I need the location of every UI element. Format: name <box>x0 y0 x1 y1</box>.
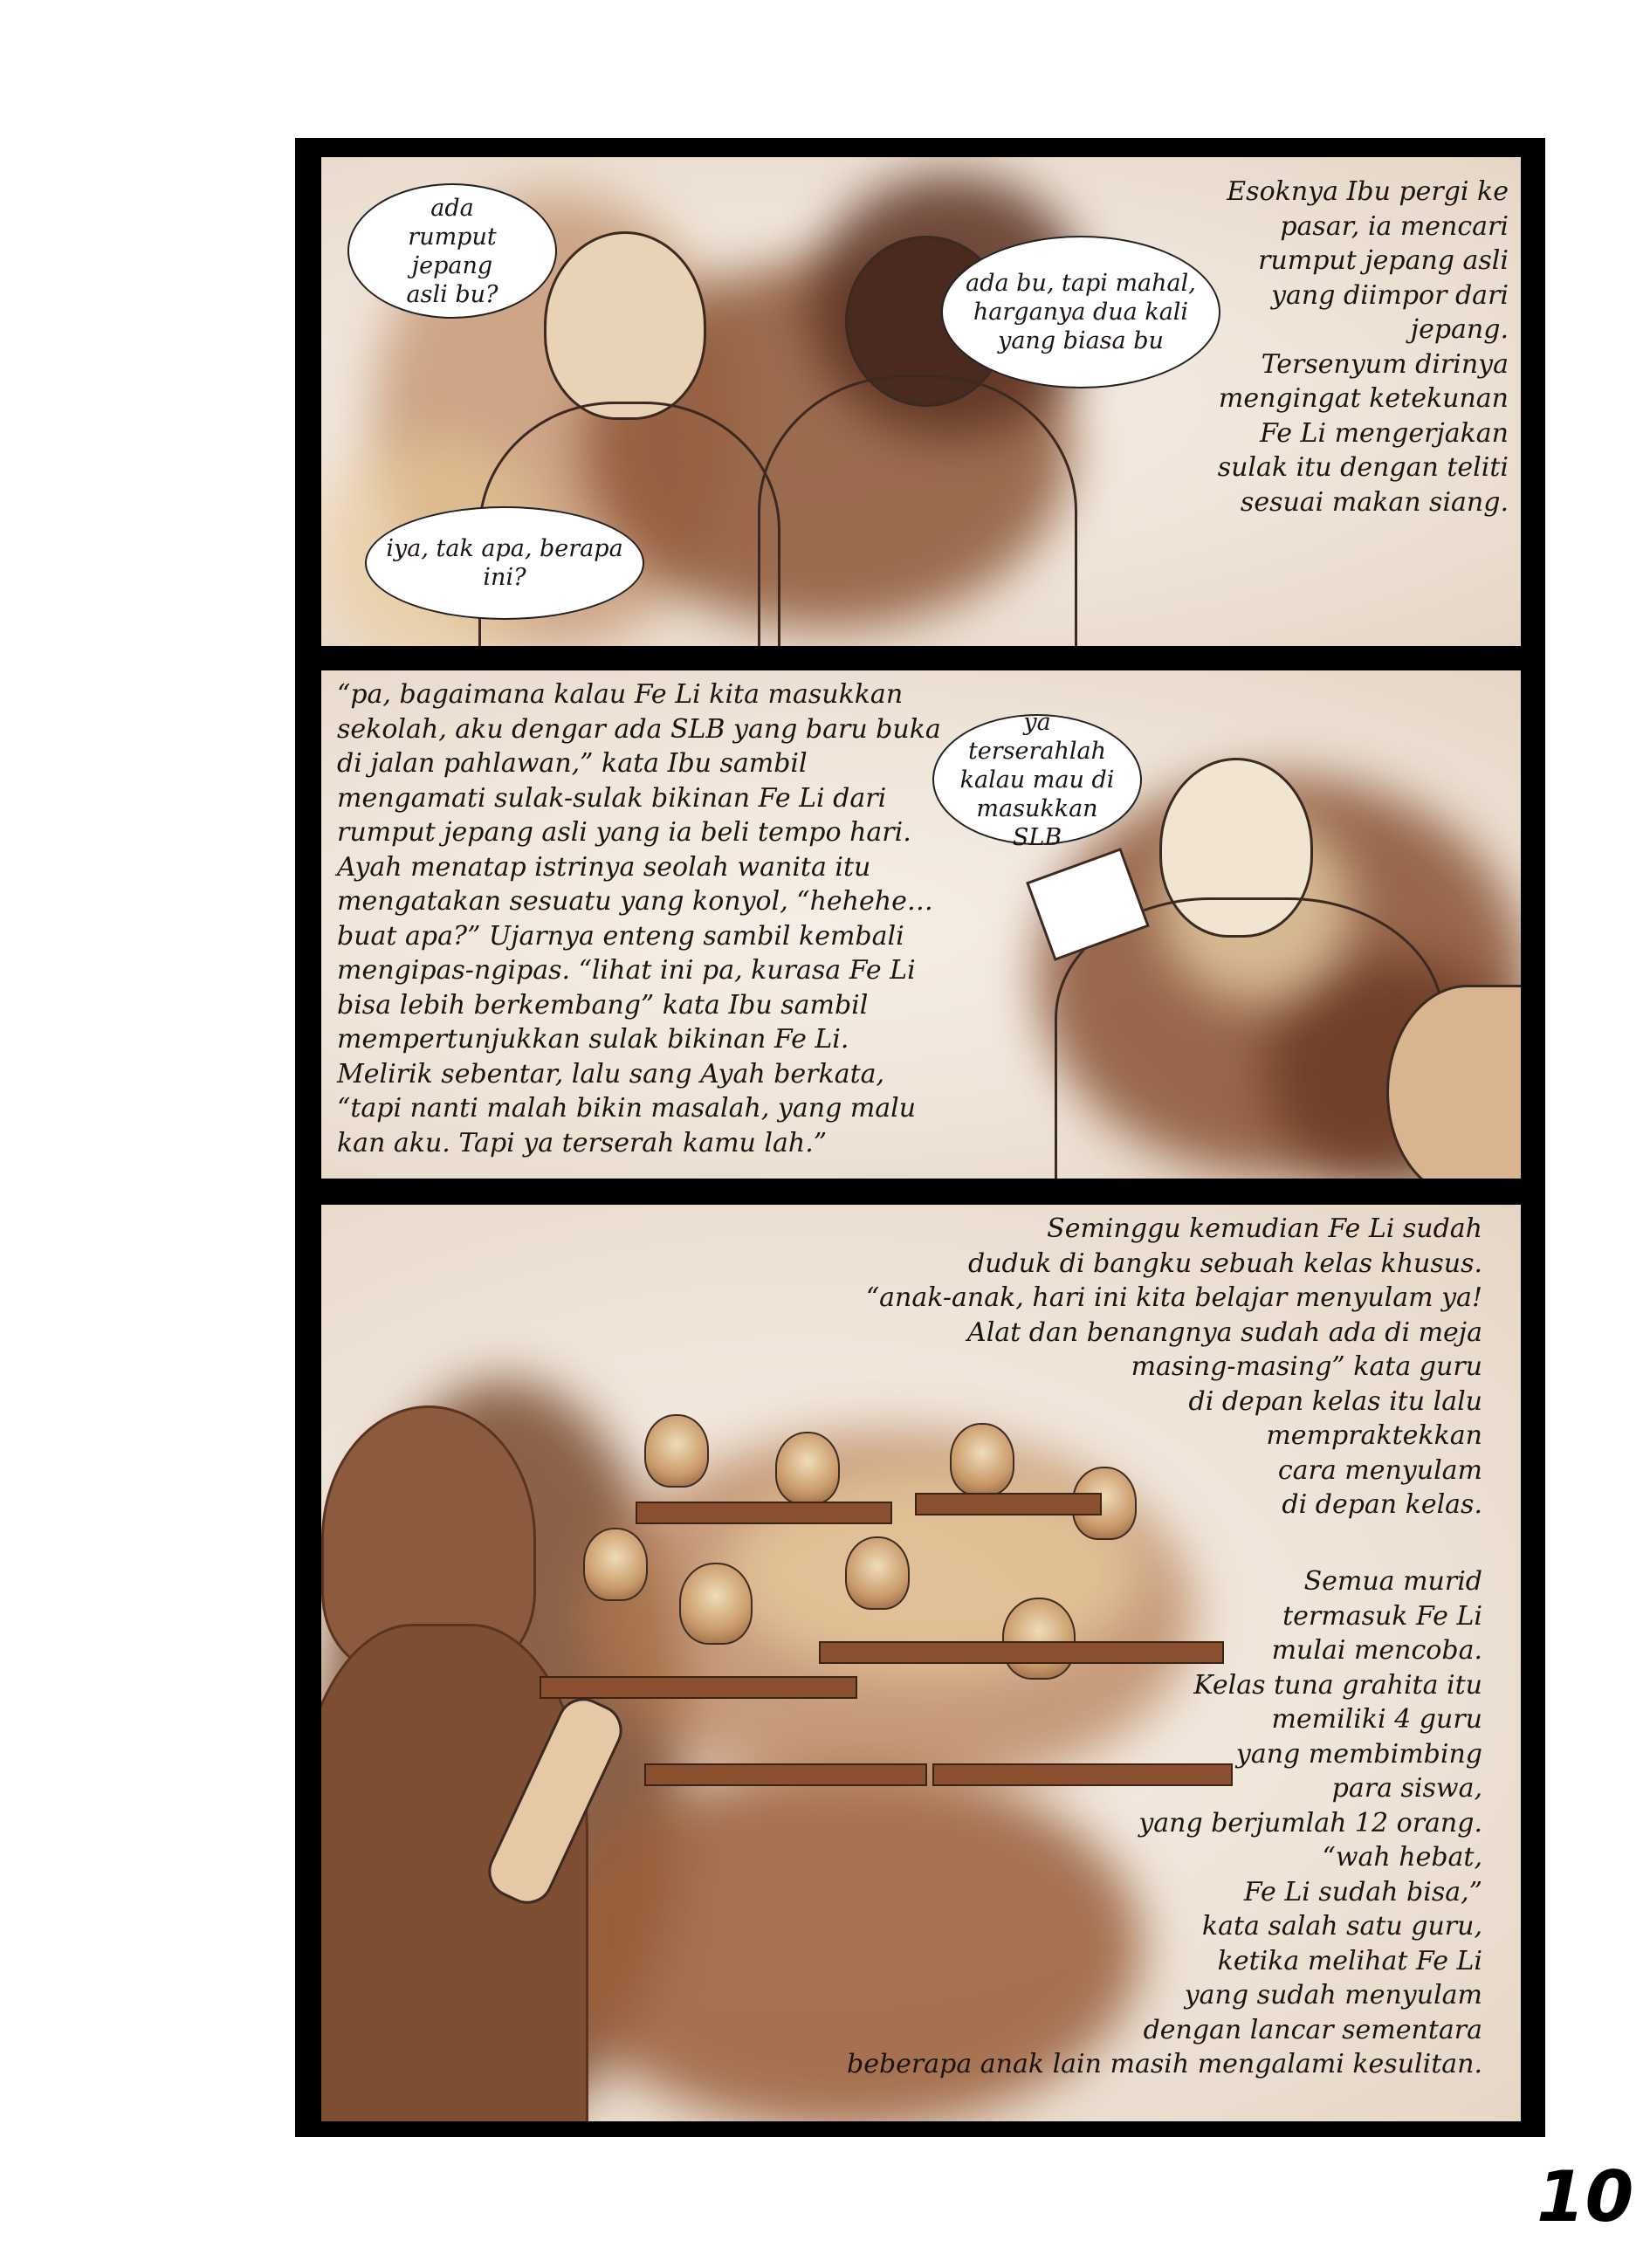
student <box>583 1528 648 1601</box>
student <box>644 1414 709 1488</box>
narration-discussion: “pa, bagaimana kalau Fe Li kita masukkan sekolah, aku dengar ada SLB yang baru buka di jalan pahlawan,” kata Ibu sambil mengamati sulak-sulak bikinan Fe Li dari rumput jepang asli yang ia beli tempo hari. Ayah menatap istrinya seolah wanita itu mengatakan sesuatu yang konyol, “hehehe… buat apa?” Ujarnya enteng sambil kembali mengipas-ngipas. “lihat ini pa, kurasa Fe Li bisa lebih berkembang” kata Ibu sambil mempertunjukkan sulak bikinan Fe Li. Melirik sebentar, lalu sang Ayah berkata, “tapi nanti malah bikin masalah, yang malu kan aku. Tapi ya terserah kamu lah.” <box>337 679 941 1158</box>
panel-market <box>321 157 1521 646</box>
narration-classroom-intro: Seminggu kemudian Fe Li sudah duduk di bangku sebuah kelas khusus. “anak-anak, hari ini kita belajar menyulam ya! Alat dan benangnya sudah ada di meja masing-masing” kata guru di depan kelas itu lalu mempraktekkan cara menyulam di depan kelas. <box>865 1213 1482 1520</box>
narration-classroom-practice: Semua murid termasuk Fe Li mulai mencoba. Kelas tuna grahita itu memiliki 4 guru yang membimbing para siswa, yang berjumlah 12 orang. “wah hebat, Fe Li sudah bisa,” kata salah satu guru, ketika melihat Fe Li yang sudah menyulam dengan lancar sementara beberapa anak lain masih mengalami kesulitan. <box>847 1566 1482 2079</box>
narration-market: Esoknya Ibu pergi ke pasar, ia mencari rumput jepang asli yang diimpor dari jepang. Tersenyum dirinya mengingat ketekunan Fe Li mengerjakan sulak itu dengan teliti sesuai makan siang. <box>1217 176 1509 518</box>
speech-bubble-seller-reply: ada bu, tapi mahal, harganya dua kali yang biasa bu <box>941 236 1220 388</box>
speech-bubble-customer-question: ada rumput jepang asli bu? <box>347 183 557 319</box>
speech-bubble-father-reply: ya terserahlah kalau mau di masukkan SLB <box>932 714 1142 845</box>
student-fe-li <box>679 1563 753 1645</box>
speech-bubble-customer-answer: iya, tak apa, berapa ini? <box>365 506 644 620</box>
panel-classroom <box>321 1205 1521 2121</box>
panel-home-discussion <box>321 670 1521 1179</box>
page-number: 10 <box>1537 2156 1634 2237</box>
customer-head <box>544 231 706 420</box>
seller-body <box>758 375 1077 646</box>
